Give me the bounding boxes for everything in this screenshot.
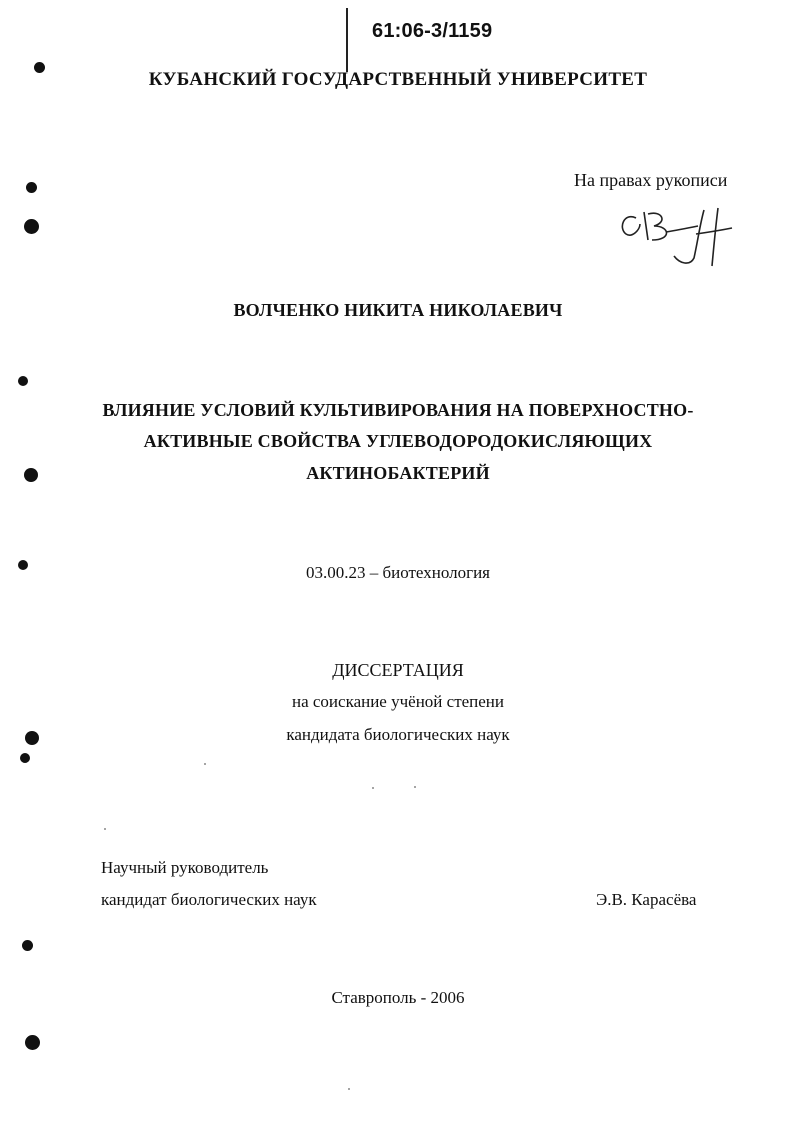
punch-hole xyxy=(22,940,33,951)
punch-hole xyxy=(34,62,45,73)
scan-speck xyxy=(372,787,374,789)
author-name: ВОЛЧЕНКО НИКИТА НИКОЛАЕВИЧ xyxy=(233,300,563,320)
dissertation-heading: ДИССЕРТАЦИЯ xyxy=(332,660,464,680)
punch-hole xyxy=(24,219,39,234)
city-and-year: Ставрополь - 2006 xyxy=(331,988,465,1007)
thesis-title-line-1: ВЛИЯНИЕ УСЛОВИЙ КУЛЬТИВИРОВАНИЯ НА ПОВЕРХНОСТНО- xyxy=(102,400,694,420)
thesis-title-line-2: АКТИВНЫЕ СВОЙСТВА УГЛЕВОДОРОДОКИСЛЯЮЩИХ xyxy=(143,431,653,451)
dissertation-purpose-line-1: на соискание учёной степени xyxy=(291,692,505,711)
manuscript-rights-note: На правах рукописи xyxy=(574,170,728,190)
scan-speck xyxy=(348,1088,350,1090)
archive-stamp-code: 61:06-3/1159 xyxy=(372,20,493,42)
punch-hole xyxy=(26,182,37,193)
supervisor-role: Научный руководитель xyxy=(101,858,269,877)
punch-hole xyxy=(25,1035,40,1050)
thesis-title-line-3: АКТИНОБАКТЕРИЙ xyxy=(306,463,490,483)
dissertation-purpose-line-2: кандидата биологических наук xyxy=(286,725,510,744)
supervisor-name: Э.В. Карасёва xyxy=(596,890,697,909)
scan-speck xyxy=(414,786,416,788)
punch-hole xyxy=(25,731,39,745)
punch-hole xyxy=(18,376,28,386)
stamp-divider xyxy=(346,8,348,72)
supervisor-degree: кандидат биологических наук xyxy=(101,890,317,909)
punch-hole xyxy=(20,753,30,763)
scan-speck xyxy=(204,763,206,765)
university-name: КУБАНСКИЙ ГОСУДАРСТВЕННЫЙ УНИВЕРСИТЕТ xyxy=(148,69,648,90)
scan-speck xyxy=(104,828,106,830)
specialty-code: 03.00.23 – биотехнология xyxy=(305,563,491,582)
author-signature-image xyxy=(614,200,738,270)
punch-hole xyxy=(24,468,38,482)
punch-hole xyxy=(18,560,28,570)
